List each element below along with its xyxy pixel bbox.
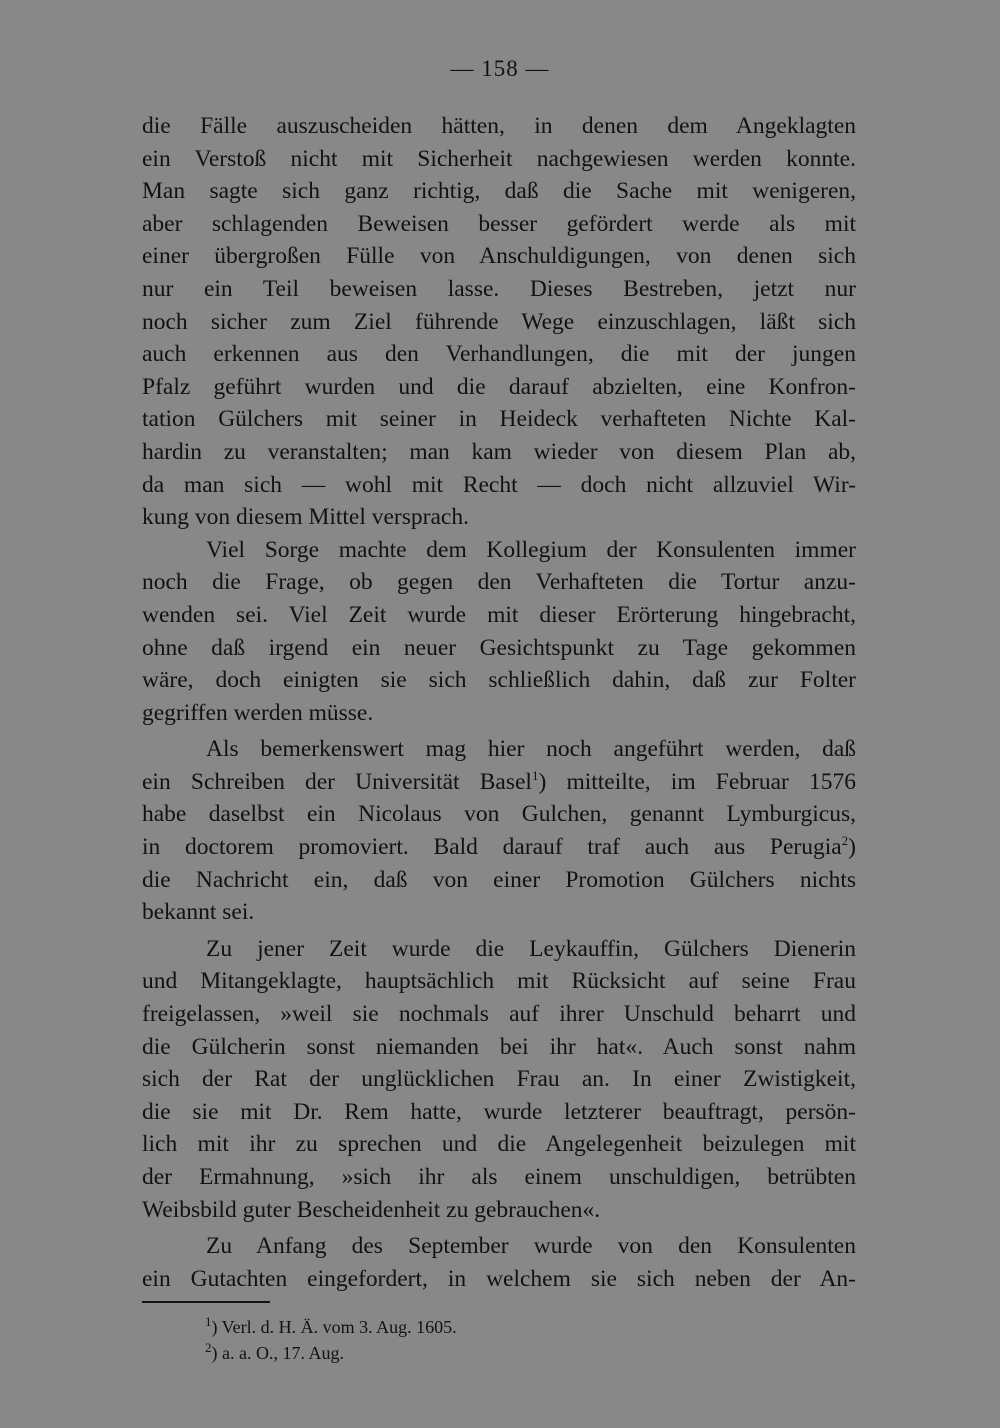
text-line: ein Verstoß nicht mit Sicherheit nachgewiesen werden konnte.	[142, 145, 856, 172]
text-line: einer übergroßen Fülle von Anschuldigungen, von denen sich	[142, 243, 856, 270]
text-line: lich mit ihr zu sprechen und die Angelegenheit beizulegen mit	[142, 1131, 856, 1158]
footnote-marker: 1	[531, 768, 539, 784]
paragraph-5	[142, 1230, 856, 1295]
footnote-marker: 2	[205, 1340, 212, 1355]
footnote-rule	[142, 1301, 270, 1303]
text-line: Zu jener Zeit wurde die Leykauffin, Gülchers Dienerin	[206, 935, 856, 962]
text-line: tation Gülchers mit seiner in Heideck verhafteten Nichte Kal-	[142, 406, 856, 433]
text-line: Weibsbild guter Bescheidenheit zu gebrauchen«.	[142, 1196, 601, 1223]
text-line: hardin zu veranstalten; man kam wieder von diesem Plan ab,	[142, 438, 856, 465]
text-line: auch erkennen aus den Verhandlungen, die mit der jungen	[142, 341, 856, 368]
paragraph-1	[142, 110, 856, 534]
text-line: freigelassen, »weil sie nochmals auf ihrer Unschuld beharrt und	[142, 1001, 856, 1028]
text-line: der Ermahnung, »sich ihr als einem unschuldigen, betrübten	[142, 1164, 856, 1190]
text-line: wenden sei. Viel Zeit wurde mit dieser Erörterung hingebracht,	[142, 601, 856, 628]
paragraph-2	[142, 534, 856, 730]
text-line: habe daselbst ein Nicolaus von Gulchen, genannt Lymburgicus,	[142, 801, 856, 828]
text-segment: ) mitteilte, im Februar 1576	[538, 768, 856, 795]
footnote-text: ) Verl. d. H. Ä. vom 3. Aug. 1605.	[211, 1317, 457, 1337]
text-segment: ein Schreiben der Universität Basel	[142, 768, 532, 795]
text-line	[142, 831, 856, 864]
text-line: die sie mit Dr. Rem hatte, wurde letzterer beauftragt, persön-	[142, 1098, 856, 1125]
footnote-marker: 2	[841, 833, 849, 849]
text-line: ein Gutachten eingefordert, in welchem sie sich neben der An-	[142, 1265, 856, 1292]
text-line: da man sich — wohl mit Recht — doch nicht allzuviel Wir-	[142, 471, 856, 498]
text-line: Zu Anfang des September wurde von den Konsulenten	[206, 1233, 856, 1260]
text-line: die Nachricht ein, daß von einer Promotion Gülchers nichts	[142, 866, 856, 893]
text-segment: )	[848, 834, 856, 861]
footnote	[205, 1314, 457, 1340]
footnote	[205, 1340, 457, 1366]
text-line: gegriffen werden müsse.	[142, 699, 374, 726]
text-line: Viel Sorge machte dem Kollegium der Konsulenten immer	[206, 536, 856, 563]
text-line	[142, 766, 856, 799]
text-line: noch sicher zum Ziel führende Wege einzuschlagen, läßt sich	[142, 308, 856, 335]
text-line: und Mitangeklagte, hauptsächlich mit Rücksicht auf seine Frau	[142, 968, 856, 995]
text-line: kung von diesem Mittel versprach.	[142, 504, 469, 531]
footnotes	[205, 1314, 457, 1366]
text-line: die Gülcherin sonst niemanden bei ihr hat«. Auch sonst nahm	[142, 1033, 856, 1060]
text-line: sich der Rat der unglücklichen Frau an. In einer Zwistigkeit,	[142, 1066, 856, 1093]
body-text	[142, 110, 856, 1295]
text-line: Man sagte sich ganz richtig, daß die Sache mit wenigeren,	[142, 178, 856, 205]
text-line: wäre, doch einigten sie sich schließlich dahin, daß zur Folter	[142, 667, 856, 694]
text-line: aber schlagenden Beweisen besser gefördert werde als mit	[142, 210, 856, 237]
text-line: die Fälle auszuscheiden hätten, in denen dem Angeklagten	[142, 113, 856, 139]
page-number: — 158 —	[450, 56, 550, 81]
text-line: noch die Frage, ob gegen den Verhafteten die Tortur anzu-	[142, 569, 856, 596]
text-line: nur ein Teil beweisen lasse. Dieses Bestreben, jetzt nur	[142, 275, 856, 302]
text-segment: in doctorem promoviert. Bald darauf traf auch aus Perugia	[142, 834, 842, 861]
text-line: Pfalz geführt wurden und die darauf abzielten, eine Konfron-	[142, 373, 856, 400]
text-line: bekannt sei.	[142, 899, 255, 926]
text-line: Als bemerkenswert mag hier noch angeführt werden, daß	[206, 736, 856, 763]
paragraph-3	[142, 733, 856, 929]
footnote-marker: 1	[205, 1314, 212, 1329]
text-line: ohne daß irgend ein neuer Gesichtspunkt zu Tage gekommen	[142, 634, 856, 661]
footnote-text: ) a. a. O., 17. Aug.	[211, 1343, 344, 1363]
paragraph-4	[142, 933, 856, 1226]
